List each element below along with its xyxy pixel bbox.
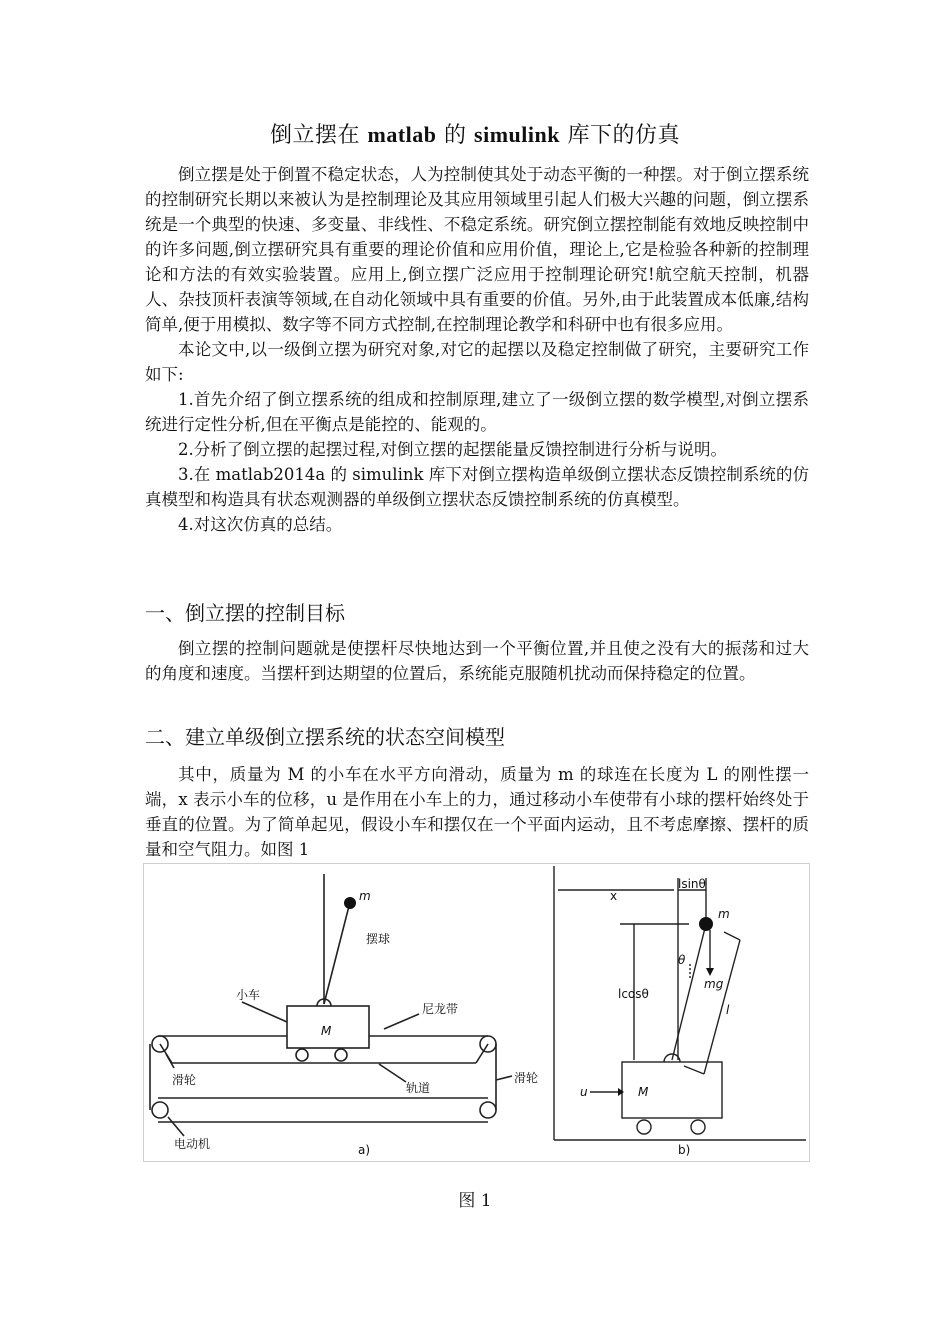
intro-section <box>145 162 809 537</box>
label-M: M <box>321 1024 332 1038</box>
label-sub-a: a) <box>358 1143 371 1157</box>
force-arrowhead <box>618 1088 624 1096</box>
label-theta: θ <box>678 953 686 967</box>
section-heading-2: 二、建立单级倒立摆系统的状态空间模型 <box>145 725 505 749</box>
motor-pulley <box>152 1102 168 1118</box>
intro-paragraph: 倒立摆是处于倒置不稳定状态，人为控制使其处于动态平衡的一种摆。对于倒立摆系统的控制研究长期以来被认为是控制理论及其应用领域里引起人们极大兴趣的问题，倒立摆系统是一个典型的快速、多变量、非线性、不稳定系统。研究倒立摆控制能有效地反映控制中的许多问题,倒立摆研究具有重要的理论价值和应用价值，理论上,它是检验各种新的控制理论和方法的有效实验装置。应用上,倒立摆广泛应用于控制理论研究!航空航天控制，机器人、杂技顶杆表演等领域,在自动化领域中具有重要的价值。另外,由于此装置成本低廉,结构简单,便于用模拟、数字等不同方式控制,在控制理论教学和科研中也有很多应用。 <box>145 165 809 334</box>
cart-wheel <box>335 1049 347 1061</box>
label-ball: 摆球 <box>366 932 391 946</box>
intro-list-item: 4.对这次仿真的总结。 <box>178 515 343 534</box>
pendulum-ball-b <box>699 917 713 931</box>
pulley <box>480 1102 496 1118</box>
leader-line <box>384 1014 419 1029</box>
section1-body <box>145 636 809 686</box>
l-dimension-bottom <box>684 1066 704 1074</box>
section1-paragraph: 倒立摆的控制问题就是使摆杆尽快地达到一个平衡位置,并且使之没有大的振荡和过大的角度和速度。当摆杆到达期望的位置后，系统能克服随机扰动而保持稳定的位置。 <box>145 639 809 683</box>
diagram-b <box>554 866 806 1140</box>
figure-1 <box>143 863 810 1162</box>
leader-line <box>242 1002 287 1022</box>
cart-b-wheel <box>691 1120 705 1134</box>
page-title: 倒立摆在 matlab 的 simulink 库下的仿真 <box>270 122 680 148</box>
label-x: x <box>610 889 618 903</box>
intro-list-item: 1.首先介绍了倒立摆系统的组成和控制原理,建立了一级倒立摆的数学模型,对倒立摆系统进行定性分析,但在平衡点是能控的、能观的。 <box>145 390 809 434</box>
label-motor: 电动机 <box>174 1137 211 1151</box>
label-pulley-right: 滑轮 <box>514 1071 539 1085</box>
label-lsin: lsinθ <box>678 877 706 891</box>
figure-1-diagram <box>144 864 809 1161</box>
pendulum-rod-b <box>672 924 706 1060</box>
label-sub-b: b) <box>678 1143 691 1157</box>
label-M-b: M <box>638 1085 649 1099</box>
label-u: u <box>580 1085 588 1099</box>
cart-wheel <box>296 1049 308 1061</box>
cart-b <box>622 1062 722 1118</box>
l-dimension-top <box>724 932 740 940</box>
section2-body <box>145 762 809 862</box>
section2-paragraph: 其中，质量为 M 的小车在水平方向滑动，质量为 m 的球连在长度为 L 的刚性摆一端，x 表示小车的位移，u 是作用在小车上的力，通过移动小车使带有小球的摆杆始终处于垂直的位置。为了简单起见，假设小车和摆仅在一个平面内运动，且不考虑摩擦、摆杆的质量和空气阻力。如图 1 <box>145 765 809 859</box>
label-pulley-left: 滑轮 <box>172 1073 197 1087</box>
cart-b-wheel <box>637 1120 651 1134</box>
intro-paragraph: 本论文中,以一级倒立摆为研究对象,对它的起摆以及稳定控制做了研究，主要研究工作如下: <box>145 340 809 384</box>
leader-line <box>166 1054 174 1068</box>
label-m-b: m <box>718 907 730 921</box>
label-track: 轨道 <box>406 1081 431 1095</box>
figure-caption: 图 1 <box>458 1191 492 1211</box>
pendulum-rod <box>324 906 349 1004</box>
label-m: m <box>359 889 371 903</box>
intro-list-item: 2.分析了倒立摆的起摆过程,对倒立摆的起摆能量反馈控制进行分析与说明。 <box>178 440 727 459</box>
label-belt: 尼龙带 <box>422 1002 459 1016</box>
label-lcos: lcosθ <box>618 987 649 1001</box>
pendulum-ball <box>344 897 356 909</box>
label-cart: 小车 <box>236 988 261 1002</box>
intro-list-item: 3.在 matlab2014a 的 simulink 库下对倒立摆构造单级倒立摆状态反馈控制系统的仿真模型和构造具有状态观测器的单级倒立摆状态反馈控制系统的仿真模型。 <box>145 465 809 509</box>
belt <box>476 1044 488 1063</box>
leader-line <box>168 1117 184 1136</box>
leader-line <box>496 1076 512 1080</box>
leader-line <box>379 1064 406 1082</box>
mg-arrowhead <box>706 968 714 976</box>
section-heading-1: 一、倒立摆的控制目标 <box>145 601 345 625</box>
label-l: l <box>726 1003 730 1017</box>
label-mg: mg <box>704 977 724 991</box>
